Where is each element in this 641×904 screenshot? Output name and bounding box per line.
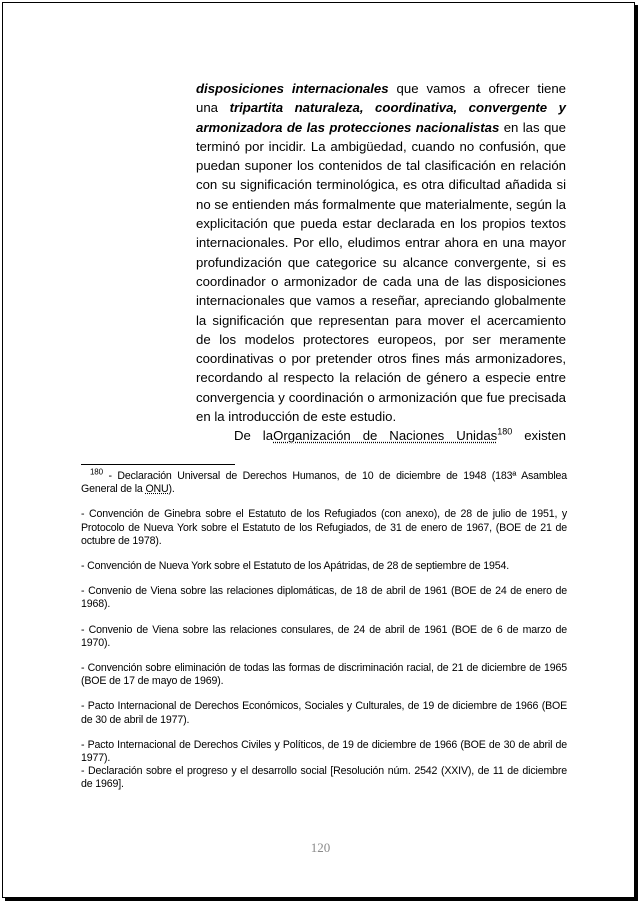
footnote-number: 180 [90,467,103,477]
main-paragraph [196,79,566,426]
emphasis-phrase: tripartita naturaleza, coordinativa, convergente y armonizadora de las protecciones nacionalistas [196,100,566,135]
footnote-item: - Convención sobre eliminación de todas las formas de discriminación racial, de 21 de diciembre de 1965 (BOE de 17 de mayo de 1969). [81,662,567,688]
text-run: existen [512,428,566,444]
footnote-item: - Pacto Internacional de Derechos Civiles y Políticos, de 19 de diciembre de 1966 (BOE de 30 de abril de 1977). [81,738,567,765]
text-run: que vamos a ofrecer tiene una [196,81,566,116]
footnote-item: - Convención de Nueva York sobre el Estatuto de los Apátridas, de 28 de septiembre de 1954. [81,560,510,573]
footnote-item: - Convenio de Viena sobre las relaciones diplomáticas, de 18 de abril de 1961 (BOE de 24 de enero de 1968). [81,585,567,611]
onu-link[interactable]: ONU [145,483,169,496]
footnote-separator [81,464,235,465]
continuation-line [196,426,566,445]
body-text [196,79,566,446]
text-run: en las que terminó por incidir. La ambigüedad, cuando no confusión, que puedan suponer los contenidos de tal clasificación en relación con su significación terminológica, es otra dificultad añadida si no se entienden más formalmente que materialmente, según la explicitación que pueda estar declarada en los propios textos internacionales. Por ello, eludimos entrar ahora en una mayor profundización que categorice su alcance convergente, si es coordinador o armonizador de cada una de las disposiciones internacionales que vamos a reseñar, apreciando globalmente la significación que representan para mover el acercamiento de los modelos protectores europeos, por ser meramente coordinativas o por pretender otros fines más armonizadores, recordando al respecto la relación de género a especie entre convergencia y coordinación o armonización que fue precisada en la introducción de este estudio. [196,119,566,425]
footnote-item: $^{180}$ - Declaración Universal de Derechos Humanos, de 10 de diciembre de 1948 (183ª Asamblea General de la ONU). [81,467,567,496]
page-number: 120 [310,840,331,855]
footnote-item: - Convención de Ginebra sobre el Estatuto de los Refugiados (con anexo), de 28 de julio de 1951, y Protocolo de Nueva York sobre el Estatuto de los Refugiados, de 31 de enero de 1967, (BOE de 21 de octubre de 1978). [81,508,567,547]
footnote-item: - Pacto Internacional de Derechos Económicos, Sociales y Culturales, de 19 de diciembre de 1966 (BOE de 30 de abril de 1977). [81,700,567,726]
footnote-reference[interactable]: 180 [497,426,513,437]
footnote-item: - Declaración sobre el progreso y el desarrollo social [Resolución núm. 2542 (XXIV), de 11 de diciembre de 1969]. [81,765,567,791]
organization-link[interactable]: Organización de Naciones Unidas [273,428,498,444]
text-run: De la [234,428,274,444]
emphasis-phrase: disposiciones internacionales [196,81,389,96]
footnotes [81,467,567,792]
document-page [2,2,635,898]
footnote-item: - Convenio de Viena sobre las relaciones consulares, de 24 de abril de 1961 (BOE de 6 de marzo de 1970). [81,623,567,649]
